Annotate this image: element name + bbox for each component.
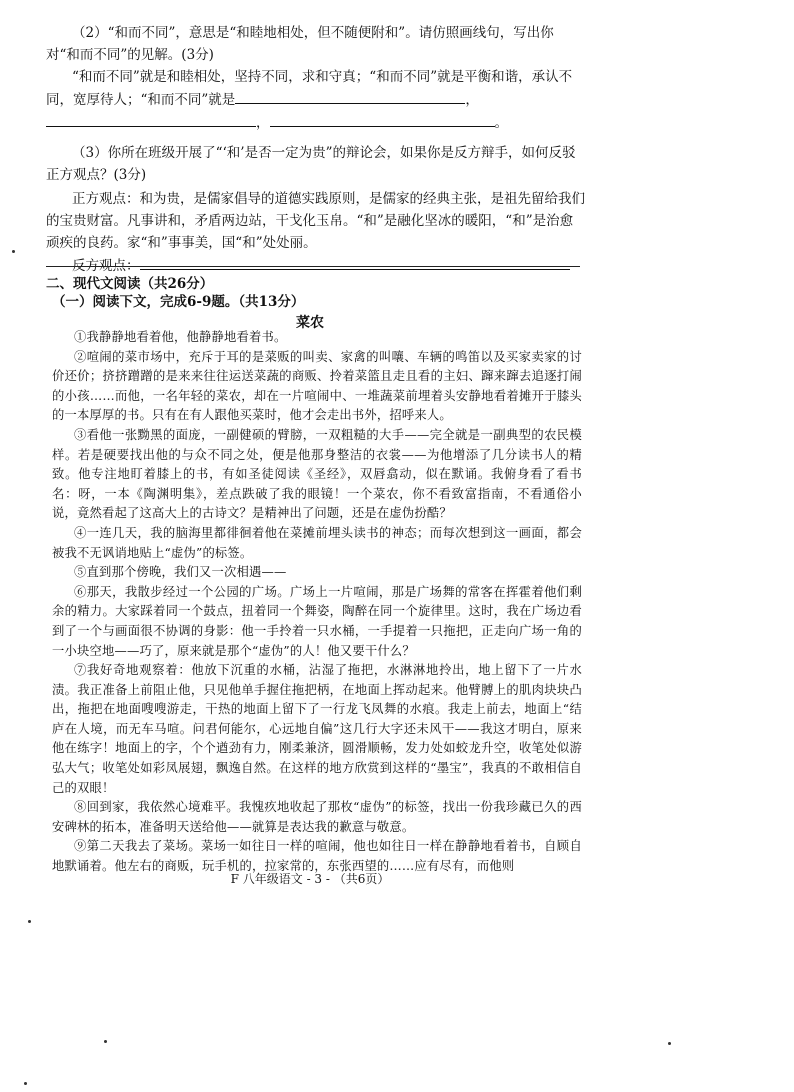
- q2-prompt: （2）“和而不同”，意思是“和睦地相处，但不随便附和”。请仿照画线句，写出你对“和而不同”的见解。(3分): [46, 25, 554, 63]
- q2-answer-blank-1[interactable]: [235, 88, 465, 104]
- article-paragraph: ⑧回到家，我依然心境难平。我愧疚地收起了那枚“虚伪”的标签，找出一份我珍藏已久的西安碑林的拓本，准备明天送给他——就算是表达我的歉意与敬意。: [52, 800, 582, 834]
- q2-answer-blank-3[interactable]: [270, 111, 495, 127]
- q2-answer-blank-2[interactable]: [46, 111, 256, 127]
- section-subheading: （一）阅读下文，完成6-9题。（共13分）: [52, 294, 305, 310]
- article-paragraph: ③看他一张黝黑的面庞，一副健硕的臂膀，一双粗糙的大手——完全就是一副典型的农民模样。若是硬要找出他的与众不同之处，便是他那身整洁的衣裳——为他增添了几分读书人的精致。他专注地盯着膝上的书，有如圣徒阅读《圣经》，双唇翕动，似在默诵。我俯身看了看书名：呀，一本《陶渊明集》，差点跌破了我的眼镜！一个菜农，你不看致富指南，不看通俗小说，竟然看起了这高大上的古诗文？是精神出了问题，还是在虚伪扮酷？: [52, 427, 582, 521]
- scan-speck: [24, 1082, 27, 1085]
- q2-example: [46, 66, 586, 111]
- q3-con-label: 反方观点：: [72, 258, 140, 274]
- q3-pro-view: 正方观点：和为贵，是儒家倡导的道德实践原则，是儒家的经典主张，是祖先留给我们的宝贵财富。凡事讲和，矛盾两边站，干戈化玉帛。“和”是融化坚冰的暖阳，“和”是治愈顽疾的良药。家“和”事事美，国“和”处处丽。: [46, 191, 585, 251]
- q2-period: 。: [494, 115, 508, 131]
- q2-example-text: “和而不同”就是和睦相处，坚持不同，求和守真；“和而不同”就是平衡和谐，承认不同，宽厚待人；“和而不同”就是: [46, 69, 573, 108]
- article-paragraph: ⑦我好奇地观察着：他放下沉重的水桶，沾湿了拖把，水淋淋地拎出，地上留下了一片水渍。我正准备上前阻止他，只见他单手握住拖把柄，在地面上挥动起来。他臂膊上的肌肉块块凸出，拖把在地面嗖嗖游走，干热的地面上留下了一行龙飞凤舞的水痕。我走上前去，地面上“结庐在人境，而无车马喧。问君何能尔，心远地自偏”这几行大字还未风干——我这才明白，原来他在练字！地面上的字，个个遒劲有力，刚柔兼济，圆滑顺畅，发力处如蛟龙升空，收笔处似游弘大气；收笔处如彩凤展翅，飘逸自然。在这样的地方欣赏到这样的“墨宝”，我真的不敢相信自己的双眼！: [52, 663, 582, 795]
- article-paragraph: ⑨第二天我去了菜场。菜场一如往日一样的喧闹，他也如往日一样在静静地看着书，自顾自地默诵着。他左右的商贩，玩手机的，拉家常的，东张西望的……应有尽有，而他则: [52, 839, 582, 874]
- question-3: [46, 142, 586, 277]
- q2-comma-2: ，: [256, 115, 270, 131]
- article-title: 菜农: [296, 315, 324, 331]
- article-paragraph: ①我静静地看着他，他静静地看着书。: [74, 330, 287, 344]
- article-paragraph: ⑥那天，我散步经过一个公园的广场。广场上一片喧闹，那是广场舞的常客在挥霍着他们剩余的精力。大家踩着同一个鼓点，扭着同一个舞姿，陶醉在同一个旋律里。这时，我在广场边看到了一个与画面很不协调的身影：他一手拎着一只水桶，一手提着一只拖把，正走向广场一角的一小块空地——巧了，原来就是那个“虚伪”的人！他又要干什么？: [52, 584, 582, 658]
- article-paragraph: ④一连几天，我的脑海里都徘徊着他在菜摊前埋头读书的神态；而每次想到这一画面，都会被我不无讽诮地贴上“虚伪”的标签。: [52, 525, 582, 560]
- scan-speck: [668, 1042, 671, 1045]
- q2-comma: ，: [465, 92, 479, 108]
- scan-speck: [12, 250, 15, 253]
- article-body: [52, 328, 582, 877]
- article-paragraph: ②喧闹的菜市场中，充斥于耳的是菜贩的叫卖、家禽的叫嚷、车辆的鸣笛以及买家卖家的讨价还价；挤挤蹭蹭的是来来往往运送菜蔬的商贩、拎着菜篮且走且看的主妇、蹿来蹿去追逐打闹的小孩……而他，一名年轻的菜农，却在一片喧闹中、一堆蔬菜前埋着头安静地看着摊开于膝头的一本厚厚的书。只有在有人跟他买菜时，他才会走出书外，招呼来人。: [52, 349, 582, 423]
- section-heading: 二、现代文阅读（共26分）: [46, 276, 214, 292]
- question-2: [46, 22, 586, 134]
- answer-line-extra[interactable]: [46, 266, 580, 267]
- scan-speck: [28, 920, 31, 923]
- page-footer: F 八年级语文 - 3 - （共6页）: [230, 872, 390, 886]
- article-paragraph: ⑤直到那个傍晚，我们又一次相遇——: [74, 565, 287, 580]
- scan-speck: [104, 1040, 107, 1043]
- q3-con-answer-blank[interactable]: [140, 254, 570, 270]
- q3-prompt: （3）你所在班级开展了“‘和’是否一定为贵”的辩论会，如果你是反方辩手，如何反驳正方观点？(3分): [46, 145, 576, 183]
- q2-answer-line: [46, 111, 586, 134]
